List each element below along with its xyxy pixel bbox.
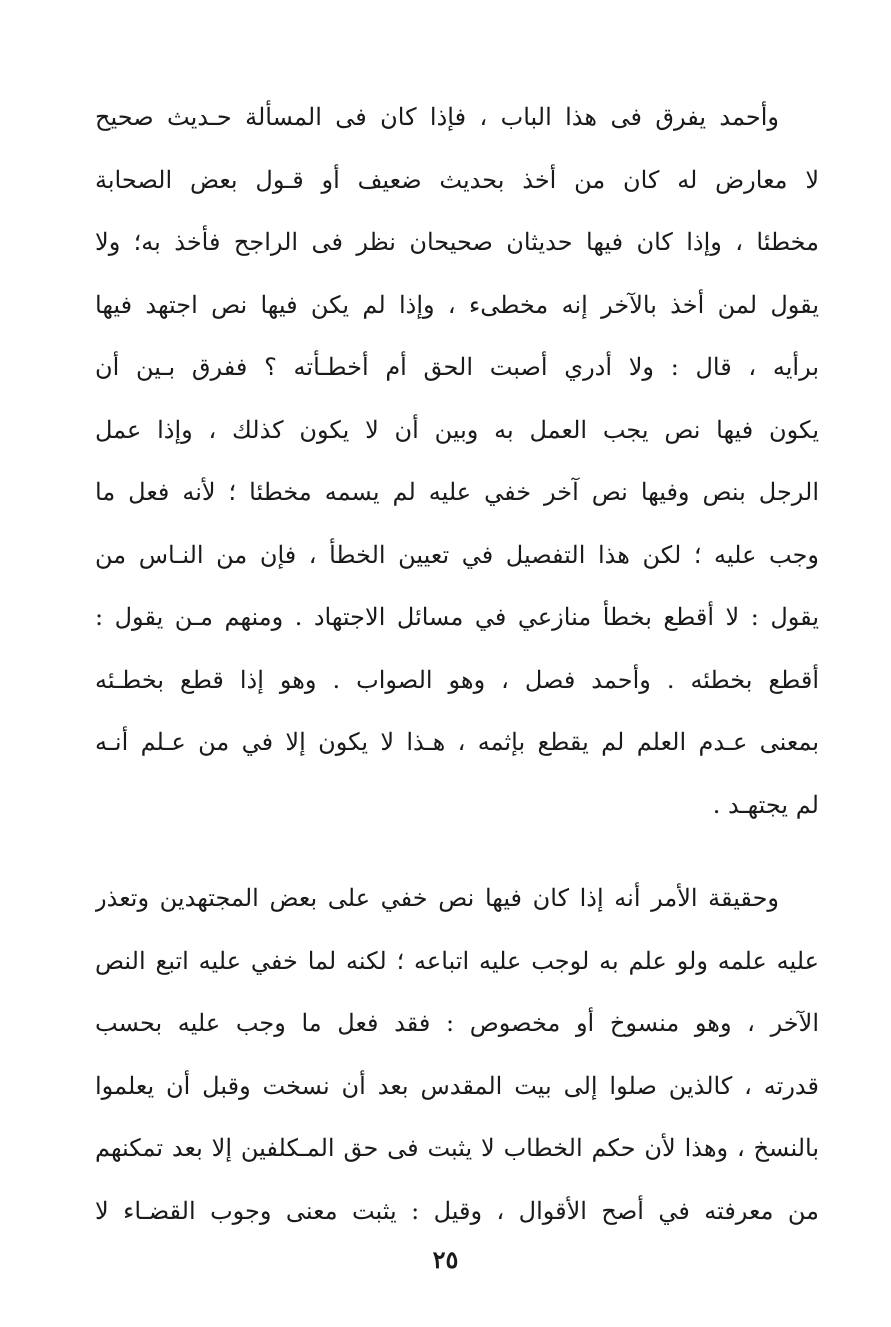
- text-line: لا معارض له كان من أخذ بحديث ضعيف أو قـول بعض الصحابة: [95, 165, 819, 194]
- text-line: يقول : لا أقطع بخطأ منازعي في مسائل الاجتهاد . ومنهم مـن يقول :: [95, 603, 819, 631]
- paragraph-2: [95, 867, 819, 1242]
- text-line: برأيه ، قال : ولا أدري أصبت الحق أم أخطـأته ؟ ففرق بـين أن: [95, 353, 819, 381]
- text-line: الرجل بنص وفيها نص آخر خفي عليه لم يسمه مخطئا ؛ لأنه فعل ما: [95, 478, 819, 506]
- text-line: وجب عليه ؛ لكن هذا التفصيل في تعيين الخطأ ، فإن من النـاس من: [95, 540, 819, 569]
- text-line: عليه علمه ولو علم به لوجب عليه اتباعه ؛ لكنه لما خفي عليه اتبع النص: [95, 946, 819, 975]
- text-line: بالنسخ ، وهذا لأن حكم الخطاب لا يثبت فى حق المـكلفين إلا بعد تمكنهم: [95, 1134, 819, 1162]
- text-line: وحقيقة الأمر أنه إذا كان فيها نص خفي على بعض المجتهدين وتعذر: [95, 884, 779, 912]
- text-line: وأحمد يفرق فى هذا الباب ، فإذا كان فى المسألة حـديث صحيح: [95, 103, 779, 131]
- text-line: يقول لمن أخذ بالآخر إنه مخطىء ، وإذا لم يكن فيها نص اجتهد فيها: [95, 290, 819, 319]
- page-number: ٢٥: [432, 1245, 459, 1274]
- text-line: بمعنى عـدم العلم لم يقطع بإثمه ، هـذا لا يكون إلا في من عـلم أنـه: [95, 728, 819, 756]
- text-line: مخطئا ، وإذا كان فيها حديثان صحيحان نظر فى الراجح فأخذ به؛ ولا: [95, 228, 819, 256]
- text-line: لم يجتهـد .: [712, 790, 819, 819]
- text-line: أقطع بخطئه . وأحمد فصل ، وهو الصواب . وهو إذا قطع بخطـئه: [95, 665, 819, 694]
- text-line: من معرفته في أصح الأقوال ، وقيل : يثبت معنى وجوب القضـاء لا: [95, 1196, 819, 1225]
- text-line: قدرته ، كالذين صلوا إلى بيت المقدس بعد أن نسخت وقبل أن يعلموا: [95, 1071, 819, 1100]
- text-line: يكون فيها نص يجب العمل به وبين أن لا يكون كذلك ، وإذا عمل: [95, 415, 819, 444]
- paragraph-1: [95, 86, 819, 836]
- text-line: الآخر ، وهو منسوخ أو مخصوص : فقد فعل ما وجب عليه بحسب: [95, 1009, 819, 1037]
